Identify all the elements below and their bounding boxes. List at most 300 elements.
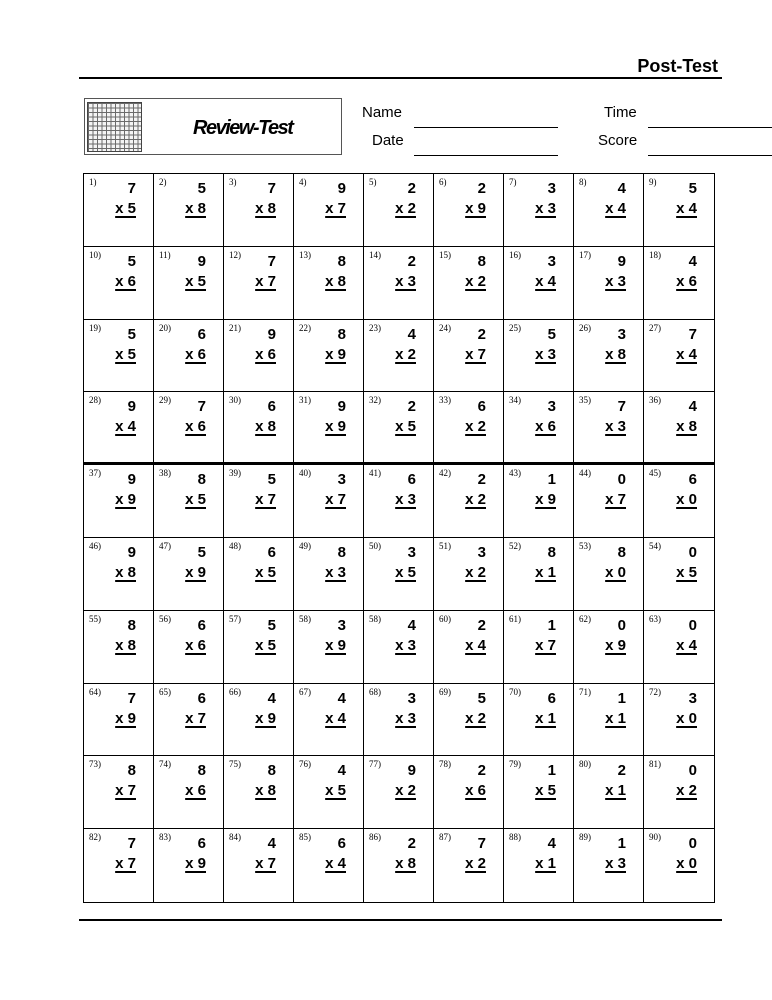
problem-number: 85) [299,832,311,843]
multiplicand: 6 [337,835,346,853]
problem-cell [504,829,574,902]
problem-number: 58) [369,613,381,624]
problem-number: 90) [649,832,661,843]
problem-cell [434,174,504,247]
problem-number: 8) [579,177,587,187]
problem-cell [434,465,504,538]
multiplier: x 4 [325,709,346,727]
multiplier: x 4 [325,855,346,873]
multiplicand: 4 [617,180,626,197]
multiplier: x 1 [605,782,626,800]
multiplier: x 7 [325,491,346,509]
problem-number: 65) [159,686,171,697]
multiplier: x 6 [185,345,206,363]
multiplier: x 4 [465,636,486,654]
problem-number: 40) [299,468,311,479]
problem-number: 74) [159,759,171,770]
problem-cell [504,392,574,465]
problem-cell [574,320,644,393]
multiplicand: 8 [127,616,136,634]
multiplier: x 5 [185,491,206,509]
date-field[interactable] [414,155,558,156]
problem-cell [574,392,644,465]
multiplier: x 2 [395,782,416,800]
multiplicand: 6 [197,616,206,634]
problem-number: 88) [509,832,521,843]
problem-number: 22) [299,322,311,333]
problem-number: 2) [159,177,167,187]
problem-cell [434,611,504,684]
problem-cell [294,247,364,320]
problem-cell [294,829,364,902]
multiplicand: 2 [407,252,416,270]
problem-cell [224,247,294,320]
multiplier: x 3 [395,491,416,509]
problem-cell [364,247,434,320]
problem-cell [364,538,434,611]
multiplier: x 5 [115,345,136,363]
time-field[interactable] [648,127,772,128]
problem-cell [154,538,224,611]
multiplicand: 3 [688,689,697,707]
multiplicand: 0 [688,616,697,634]
multiplier: x 6 [115,272,136,290]
multiplicand: 1 [547,616,556,634]
problem-cell [434,247,504,320]
multiplier: x 5 [395,564,416,581]
problem-cell [364,756,434,829]
multiplicand: 1 [547,762,556,780]
problem-cell [644,174,714,247]
problem-cell [154,174,224,247]
multiplicand: 0 [688,835,697,853]
problem-cell [224,756,294,829]
multiplicand: 6 [197,325,206,343]
multiplier: x 7 [185,709,206,727]
problem-number: 50) [369,541,381,551]
multiplier: x 9 [325,345,346,363]
multiplier: x 3 [605,418,626,436]
problem-number: 4) [299,177,307,187]
problem-cell [574,247,644,320]
name-field[interactable] [414,127,558,128]
problem-number: 46) [89,541,101,551]
problem-number: 49) [299,541,311,551]
multiplier: x 6 [185,636,206,654]
problem-cell [434,829,504,902]
multiplicand: 1 [617,689,626,707]
multiplicand: 2 [407,835,416,853]
multiplier: x 3 [325,564,346,581]
multiplier: x 9 [185,564,206,581]
problem-cell [504,174,574,247]
problem-number: 25) [509,322,521,333]
problem-number: 45) [649,468,661,479]
problem-cell [644,538,714,611]
problem-cell [154,465,224,538]
problem-number: 71) [579,686,591,697]
review-test-logo [84,98,342,155]
problem-cell [434,392,504,465]
multiplicand: 7 [267,252,276,270]
problem-cell [574,465,644,538]
problem-cell [154,756,224,829]
multiplicand: 4 [267,689,276,707]
multiplicand: 2 [617,762,626,780]
multiplicand: 9 [127,544,136,561]
problem-cell [224,465,294,538]
multiplier: x 4 [535,272,556,290]
problem-cell [224,829,294,902]
multiplicand: 7 [127,689,136,707]
multiplier: x 4 [115,418,136,436]
multiplier: x 7 [325,200,346,217]
problem-number: 18) [649,249,661,260]
logo-text: Review-Test [193,117,293,139]
problem-number: 13) [299,249,311,260]
multiplicand: 9 [127,471,136,489]
problem-number: 66) [229,686,241,697]
multiplicand: 7 [688,325,697,343]
multiplier: x 2 [395,345,416,363]
multiplicand: 6 [547,689,556,707]
multiplicand: 9 [267,325,276,343]
multiplier: x 8 [255,782,276,800]
multiplicand: 3 [337,471,346,489]
date-label: Date [372,132,404,149]
multiplier: x 9 [115,491,136,509]
multiplier: x 5 [255,564,276,581]
multiplicand: 8 [127,762,136,780]
page-title: Post-Test [637,56,718,76]
multiplicand: 0 [617,471,626,489]
problem-number: 78) [439,759,451,770]
multiplier: x 5 [325,782,346,800]
multiplier: x 7 [605,491,626,509]
grid-logo-icon [87,102,142,152]
problem-number: 31) [299,395,311,406]
multiplier: x 1 [535,709,556,727]
problem-cell [504,320,574,393]
multiplicand: 7 [477,835,486,853]
multiplicand: 2 [407,398,416,416]
multiplicand: 2 [407,180,416,197]
problem-cell [364,320,434,393]
problem-number: 63) [649,613,661,624]
multiplicand: 2 [477,180,486,197]
name-label: Name [362,104,403,121]
problem-cell [364,611,434,684]
multiplicand: 0 [688,544,697,561]
problem-number: 26) [579,322,591,333]
multiplicand: 3 [407,689,416,707]
problem-number: 51) [439,541,451,551]
problem-cell [294,320,364,393]
problem-number: 14) [369,249,381,260]
problem-number: 89) [579,832,591,843]
problem-number: 43) [509,468,521,479]
problem-number: 20) [159,322,171,333]
problem-cell [504,247,574,320]
problem-cell [224,392,294,465]
problem-number: 54) [649,541,661,551]
multiplier: x 9 [185,855,206,873]
problem-cell [294,174,364,247]
multiplier: x 3 [395,272,416,290]
score-field[interactable] [648,155,772,156]
problem-number: 24) [439,322,451,333]
multiplicand: 1 [547,471,556,489]
multiplicand: 8 [477,252,486,270]
multiplicand: 7 [197,398,206,416]
multiplier: x 9 [255,709,276,727]
problem-number: 30) [229,395,241,406]
problem-cell [644,247,714,320]
multiplicand: 2 [477,762,486,780]
multiplier: x 6 [255,345,276,363]
problem-cell [644,756,714,829]
problem-number: 60) [439,613,451,624]
problem-number: 33) [439,395,451,406]
problem-cell [504,684,574,757]
problem-number: 48) [229,541,241,551]
multiplier: x 9 [535,491,556,509]
problem-number: 79) [509,759,521,770]
problem-cell [364,392,434,465]
problem-number: 17) [579,249,591,260]
problem-cell [294,465,364,538]
problem-number: 55) [89,613,101,624]
multiplicand: 4 [337,689,346,707]
multiplier: x 1 [535,564,556,581]
problem-cell [644,611,714,684]
multiplier: x 1 [535,855,556,873]
problem-cell [84,392,154,465]
multiplicand: 4 [688,398,697,416]
multiplier: x 8 [325,272,346,290]
multiplier: x 0 [676,491,697,509]
multiplier: x 6 [185,418,206,436]
problem-number: 87) [439,832,451,843]
problem-number: 32) [369,395,381,406]
problem-number: 34) [509,395,521,406]
problem-cell [84,174,154,247]
problem-cell [574,829,644,902]
problem-number: 56) [159,613,171,624]
problem-cell [294,538,364,611]
problem-number: 67) [299,686,311,697]
problem-cell [434,684,504,757]
problem-cell [434,756,504,829]
problem-number: 76) [299,759,311,770]
problem-cell [574,611,644,684]
multiplicand: 8 [337,544,346,561]
problem-cell [294,611,364,684]
multiplicand: 9 [197,252,206,270]
problem-cell [364,829,434,902]
multiplier: x 3 [395,636,416,654]
multiplier: x 4 [676,636,697,654]
multiplier: x 9 [605,636,626,654]
multiplier: x 5 [535,782,556,800]
multiplicand: 4 [547,835,556,853]
problem-number: 35) [579,395,591,406]
multiplicand: 8 [267,762,276,780]
multiplier: x 3 [605,272,626,290]
multiplier: x 8 [185,200,206,217]
problem-cell [154,684,224,757]
multiplier: x 7 [535,636,556,654]
multiplicand: 2 [477,616,486,634]
problem-number: 81) [649,759,661,770]
problem-cell [224,611,294,684]
problem-cell [574,756,644,829]
problem-number: 80) [579,759,591,770]
problem-number: 21) [229,322,241,333]
multiplier: x 0 [605,564,626,581]
multiplier: x 3 [535,200,556,217]
multiplicand: 3 [477,544,486,561]
problem-number: 3) [229,177,237,187]
multiplier: x 6 [185,782,206,800]
problem-number: 52) [509,541,521,551]
problem-number: 86) [369,832,381,843]
multiplier: x 9 [465,200,486,217]
multiplicand: 9 [127,398,136,416]
problem-number: 36) [649,395,661,406]
multiplicand: 7 [127,835,136,853]
problem-cell [504,465,574,538]
multiplier: x 6 [535,418,556,436]
problem-number: 58) [299,613,311,624]
problem-number: 15) [439,249,451,260]
multiplicand: 9 [617,252,626,270]
problem-number: 42) [439,468,451,479]
problem-number: 10) [89,249,101,260]
multiplicand: 5 [197,544,206,561]
multiplier: x 4 [676,345,697,363]
problem-number: 16) [509,249,521,260]
problem-number: 27) [649,322,661,333]
problem-cell [84,538,154,611]
problem-number: 41) [369,468,381,479]
multiplier: x 3 [395,709,416,727]
problem-number: 38) [159,468,171,479]
multiplicand: 6 [267,398,276,416]
multiplier: x 7 [115,782,136,800]
multiplier: x 7 [115,855,136,873]
multiplier: x 5 [185,272,206,290]
multiplier: x 8 [115,564,136,581]
problem-cell [644,684,714,757]
problem-number: 62) [579,613,591,624]
problem-grid [83,173,715,903]
problem-number: 83) [159,832,171,843]
multiplicand: 8 [337,325,346,343]
problem-number: 53) [579,541,591,551]
top-divider [79,77,722,79]
multiplicand: 9 [337,180,346,197]
multiplicand: 6 [197,835,206,853]
bottom-divider [79,919,722,921]
problem-number: 11) [159,249,171,260]
multiplier: x 6 [465,782,486,800]
multiplicand: 7 [127,180,136,197]
multiplicand: 9 [407,762,416,780]
problem-number: 77) [369,759,381,770]
problem-cell [224,174,294,247]
problem-number: 47) [159,541,171,551]
problem-number: 5) [369,177,377,187]
problem-number: 37) [89,468,101,479]
multiplier: x 2 [465,418,486,436]
multiplier: x 2 [465,272,486,290]
multiplicand: 6 [407,471,416,489]
multiplicand: 5 [477,689,486,707]
multiplicand: 6 [267,544,276,561]
multiplicand: 4 [337,762,346,780]
problem-cell [84,756,154,829]
multiplier: x 9 [325,418,346,436]
problem-cell [504,756,574,829]
multiplicand: 2 [477,325,486,343]
problem-cell [434,538,504,611]
multiplicand: 5 [547,325,556,343]
multiplicand: 4 [688,252,697,270]
problem-cell [84,465,154,538]
problem-cell [434,320,504,393]
problem-number: 19) [89,322,101,333]
multiplier: x 2 [676,782,697,800]
problem-number: 1) [89,177,97,187]
problem-number: 61) [509,613,521,624]
multiplier: x 2 [465,491,486,509]
problem-cell [154,247,224,320]
problem-cell [504,611,574,684]
multiplicand: 6 [477,398,486,416]
multiplicand: 7 [617,398,626,416]
multiplier: x 6 [676,272,697,290]
problem-cell [154,829,224,902]
multiplicand: 6 [688,471,697,489]
problem-number: 69) [439,686,451,697]
problem-cell [574,684,644,757]
multiplier: x 2 [465,709,486,727]
problem-number: 64) [89,686,101,697]
multiplicand: 3 [547,252,556,270]
problem-cell [224,320,294,393]
problem-cell [84,611,154,684]
multiplier: x 5 [395,418,416,436]
multiplier: x 2 [465,855,486,873]
score-label: Score [598,132,638,149]
multiplicand: 8 [337,252,346,270]
multiplicand: 8 [617,544,626,561]
multiplicand: 5 [127,325,136,343]
problem-number: 82) [89,832,101,843]
multiplier: x 8 [255,200,276,217]
multiplicand: 8 [197,762,206,780]
problem-cell [84,320,154,393]
multiplicand: 3 [547,180,556,197]
multiplicand: 0 [617,616,626,634]
multiplier: x 5 [255,636,276,654]
problem-cell [644,829,714,902]
problem-cell [154,320,224,393]
multiplier: x 3 [535,345,556,363]
multiplier: x 7 [255,272,276,290]
multiplicand: 5 [267,471,276,489]
